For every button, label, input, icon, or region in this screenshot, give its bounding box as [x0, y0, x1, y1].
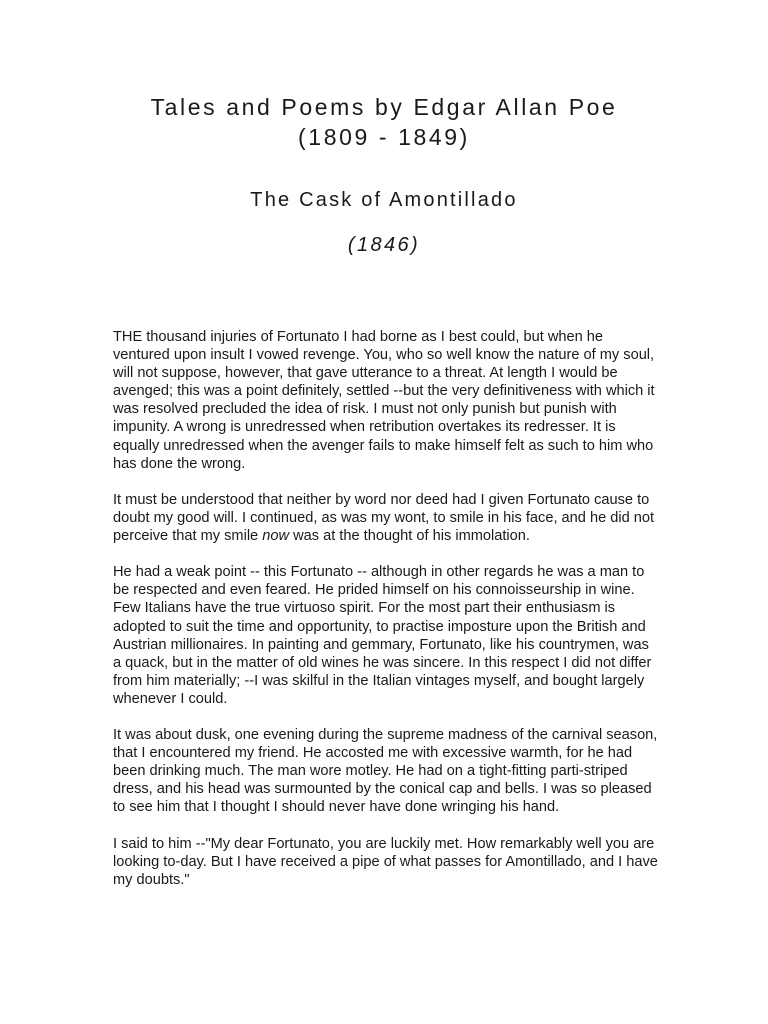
paragraph-4: It was about dusk, one evening during the supreme madness of the carnival season, that I encountered my friend. He accosted me with excessive warmth, for he had been drinking much. The man wore motley. He had on a tight-fitting parti-striped dress, and his head was surmounted by the conical cap and bells. I was so pleased to see him that I thought I should never have done wringing his hand. [113, 727, 658, 816]
paragraph-3: He had a weak point -- this Fortunato -- although in other regards he was a man to be respected and even feared. He prided himself on his connoisseurship in wine. Few Italians have the true virtuoso spirit. For the most part their enthusiasm is adopted to suit the time and opportunity, to practise imposture upon the British and Austrian millionaires. In painting and gemmary, Fortunato, like his countrymen, was a quack, but in the matter of old wines he was sincere. In this respect I did not differ from him materially; --I was skilful in the Italian vintages myself, and bought largely whenever I could. [113, 564, 652, 707]
paragraph-5: I said to him --"My dear Fortunato, you are luckily met. How remarkably well you are looking to-day. But I have received a pipe of what passes for Amontillado, and I have my doubts." [113, 835, 658, 888]
story-body [113, 328, 658, 907]
book-title-line: Tales and Poems by Edgar Allan Poe [150, 94, 618, 120]
story-title: The Cask of Amontillado [250, 189, 518, 211]
paragraph-2 [113, 491, 658, 545]
story-year: (1846) [347, 234, 421, 256]
paragraph-2-start: It must be understood that neither by word nor deed had I given Fortunato cause to doubt my good will. I continued, as was my wont, to smile in his face, and he did not perceive that my smile [113, 491, 655, 545]
emphasis-now: now [262, 528, 290, 545]
author-dates: (1809 - 1849) [298, 124, 470, 150]
paragraph-2-end: was at the thought of his immolation. [289, 528, 530, 545]
paragraph-1: THE thousand injuries of Fortunato I had borne as I best could, but when he ventured upon insult I vowed revenge. You, who so well know the nature of my soul, will not suppose, however, that gave utterance to a threat. At length I would be avenged; this was a point definitely, settled --but the very definitiveness with which it was resolved precluded the idea of risk. I must not only punish but punish with impunity. A wrong is unredressed when retribution overtakes its redresser. It is equally unredressed when the avenger fails to make himself felt as such to him who has done the wrong. [113, 329, 655, 472]
book-title [0, 92, 768, 152]
